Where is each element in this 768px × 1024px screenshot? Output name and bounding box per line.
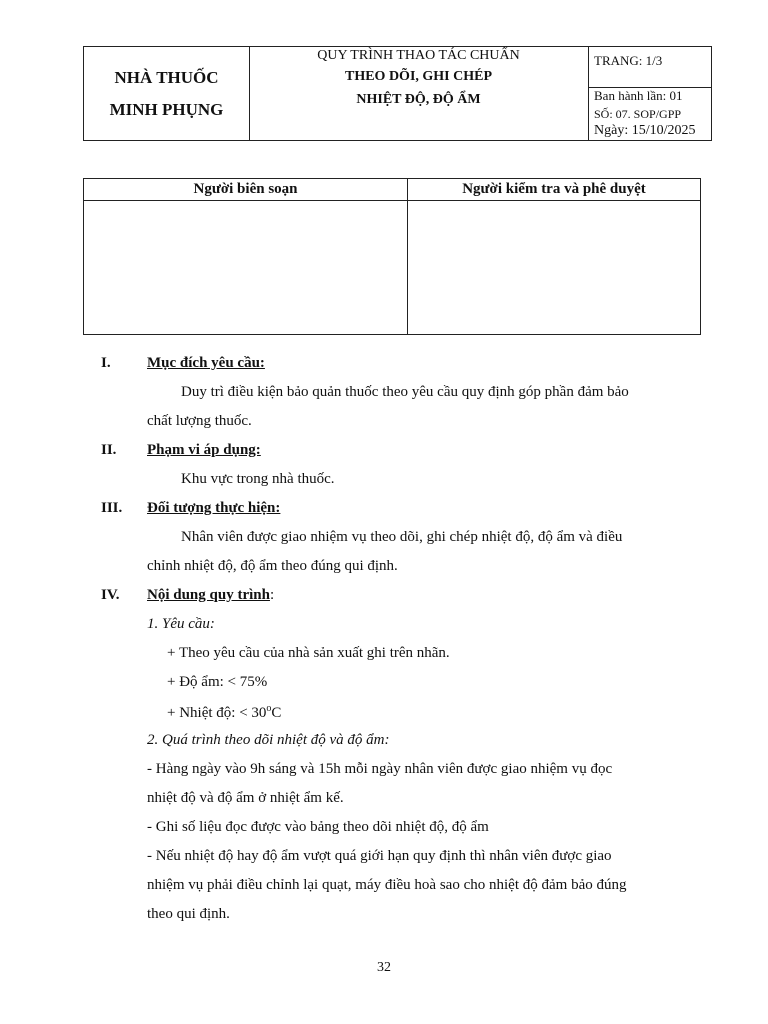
section-1-text-line2: chất lượng thuốc. — [147, 413, 252, 429]
requirement-item-2: + Độ ẩm: < 75% — [167, 674, 268, 690]
section-4-title: Nội dung quy trình — [147, 587, 270, 603]
section-4-number: IV. — [101, 587, 120, 603]
section-1-text-line1: Duy trì điều kiện bảo quản thuốc theo yêu cầu quy định góp phần đảm bảo — [181, 384, 629, 400]
title-line1: QUY TRÌNH THAO TÁC CHUẨN — [317, 48, 520, 63]
header-table — [83, 46, 712, 141]
monitoring-para3-line2: nhiệm vụ phải điều chỉnh lại quạt, máy điều hoà sao cho nhiệt độ đảm bảo đúng — [147, 877, 627, 893]
requirement-item-1: + Theo yêu cầu của nhà sản xuất ghi trên nhãn. — [167, 645, 450, 661]
reviewer-heading: Người kiểm tra và phê duyệt — [408, 179, 700, 201]
subsection-requirements-title: 1. Yêu cầu: — [147, 616, 215, 632]
pharmacy-name-line2: MINH PHỤNG — [109, 100, 224, 119]
section-2-title: Phạm vi áp dụng: — [147, 442, 261, 458]
pharmacy-name-line1: NHÀ THUỐC — [114, 68, 219, 87]
section-3-text-line1: Nhân viên được giao nhiệm vụ theo dõi, ghi chép nhiệt độ, độ ẩm và điều — [181, 529, 623, 545]
requirement-item-3-text: + Nhiệt độ: < 30 — [167, 705, 267, 721]
reviewer-column — [408, 179, 700, 334]
section-1-title: Mục đích yêu cầu: — [147, 355, 265, 371]
monitoring-para3-line3: theo qui định. — [147, 906, 230, 922]
monitoring-para2: - Ghi số liệu đọc được vào bảng theo dõi nhiệt độ, độ ẩm — [147, 819, 489, 835]
title-line3: NHIỆT ĐỘ, ĐỘ ẨM — [356, 92, 481, 107]
issue-date: Ngày: 15/10/2025 — [594, 123, 696, 138]
author-column — [84, 179, 408, 334]
degree-superscript: o — [266, 703, 272, 714]
section-1-number: I. — [101, 355, 111, 371]
page-count: TRANG: 1/3 — [594, 53, 663, 68]
document-title-cell — [249, 47, 589, 140]
title-line2: THEO DÕI, GHI CHÉP — [344, 69, 493, 84]
pharmacy-name-cell — [84, 47, 250, 140]
document-meta-cell — [588, 47, 711, 140]
author-heading: Người biên soạn — [84, 179, 407, 201]
section-3-number: III. — [101, 500, 123, 516]
requirement-item-3-unit: C — [271, 705, 282, 721]
requirement-item-3 — [167, 703, 281, 722]
signature-table — [83, 178, 701, 335]
section-2-text-line1: Khu vực trong nhà thuốc. — [181, 471, 335, 487]
monitoring-para1-line2: nhiệt độ và độ ẩm ở nhiệt ẩm kế. — [147, 790, 344, 806]
section-3-text-line2: chỉnh nhiệt độ, độ ẩm theo đúng qui định. — [147, 558, 398, 574]
section-3-title: Đối tượng thực hiện: — [147, 500, 281, 516]
section-2-number: II. — [101, 442, 117, 458]
page-number: 32 — [377, 960, 391, 975]
monitoring-para3-line1: - Nếu nhiệt độ hay độ ẩm vượt quá giới hạn quy định thì nhân viên được giao — [147, 848, 612, 864]
document-code: SỐ: 07. SOP/GPP — [594, 107, 682, 121]
subsection-monitoring-title: 2. Quá trình theo dõi nhiệt độ và độ ẩm: — [147, 732, 390, 748]
monitoring-para1-line1: - Hàng ngày vào 9h sáng và 15h mỗi ngày nhân viên được giao nhiệm vụ đọc — [147, 761, 613, 777]
issue-number: Ban hành lần: 01 — [594, 88, 683, 103]
section-4-colon: : — [269, 587, 275, 603]
section-4-heading — [147, 587, 274, 604]
